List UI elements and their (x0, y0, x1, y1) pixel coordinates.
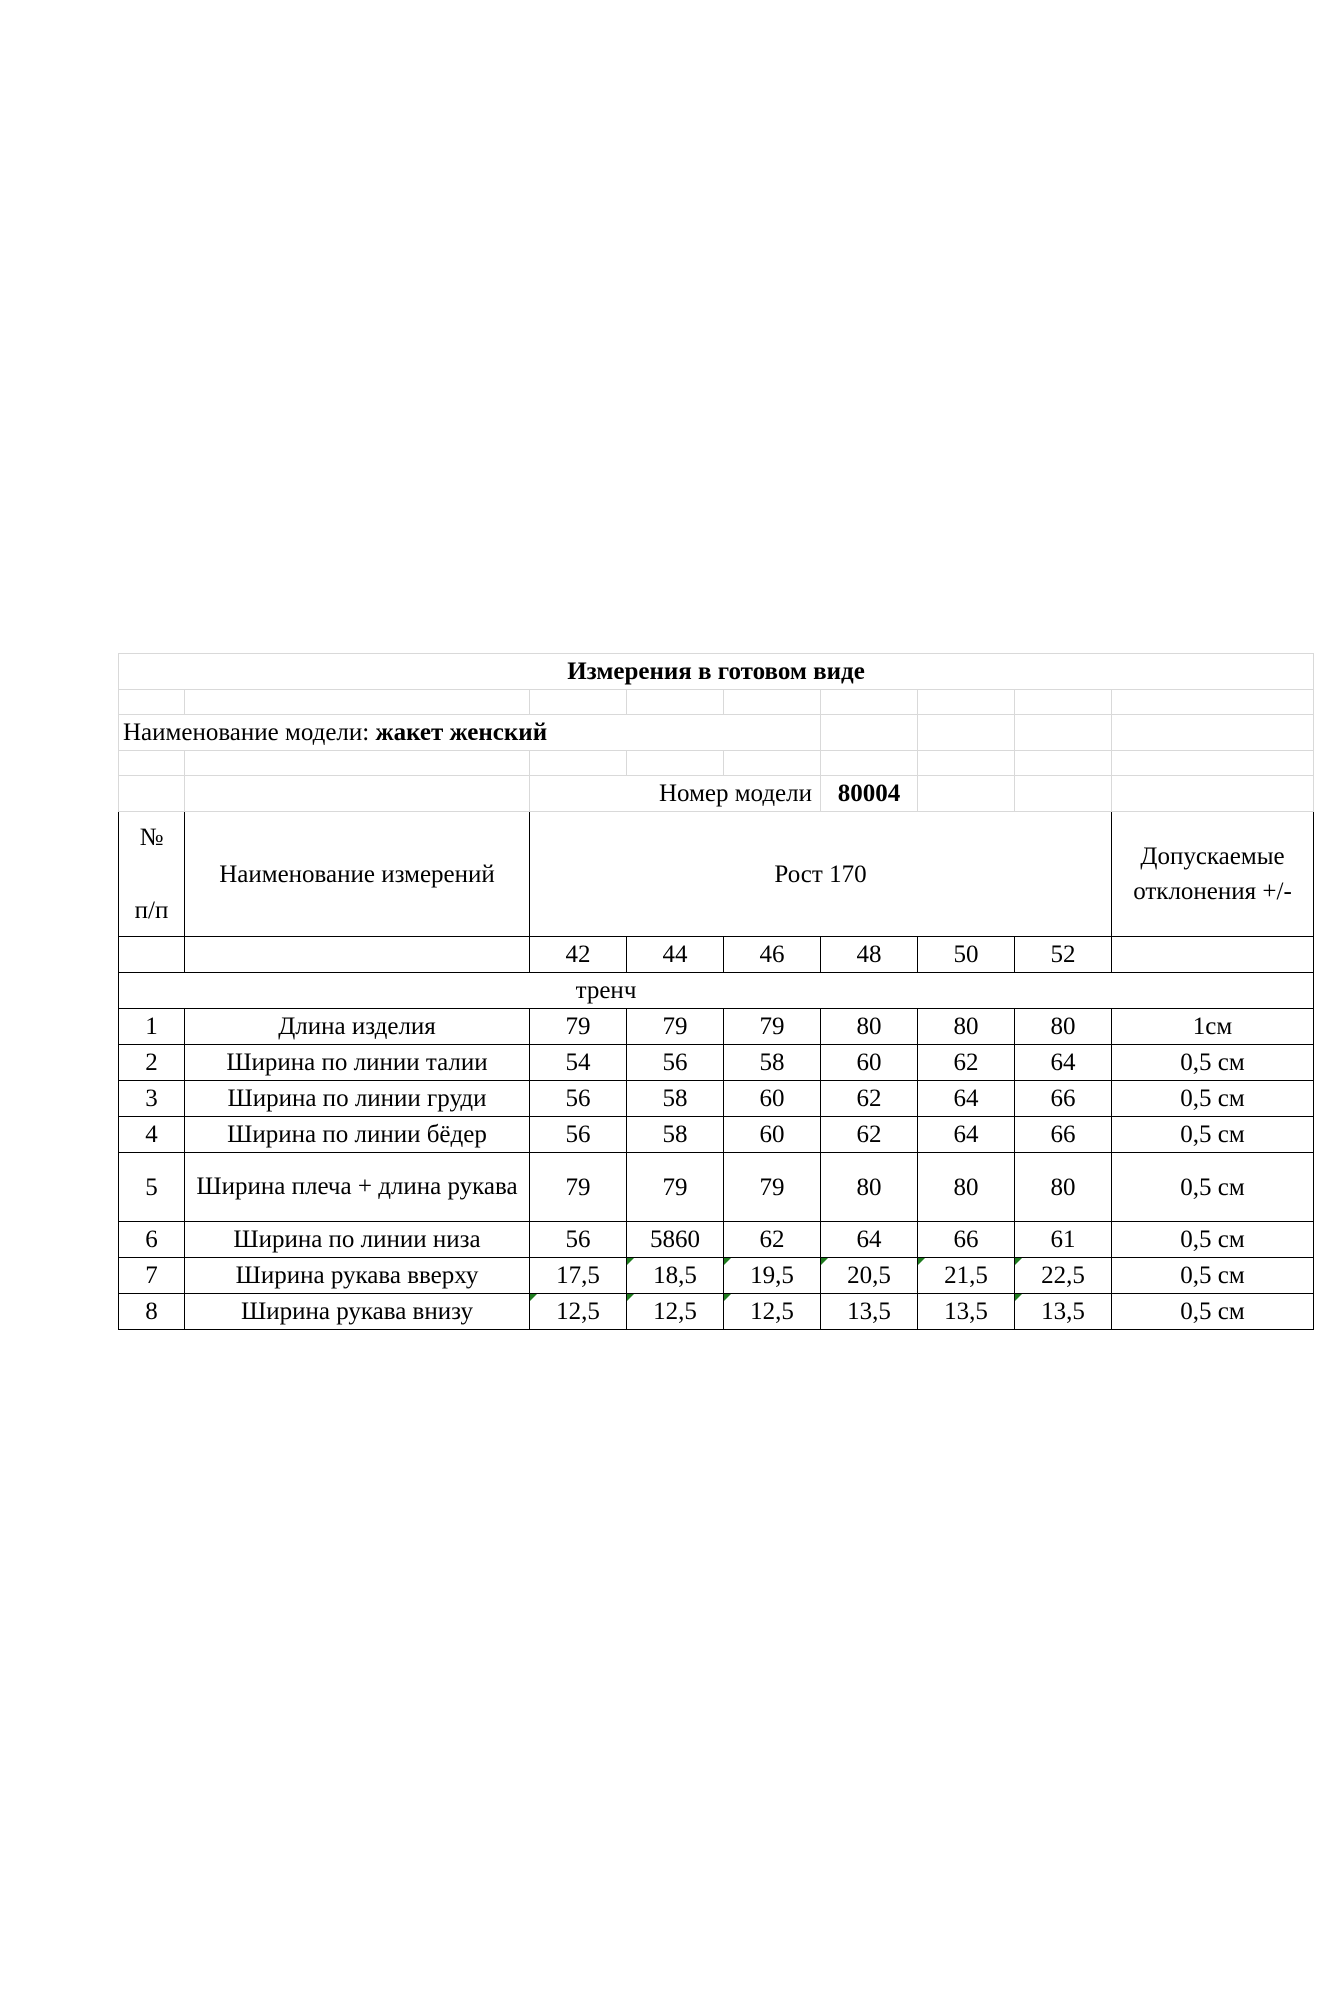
value-cell: 80 (821, 1153, 918, 1222)
section-label: тренч (119, 973, 1314, 1009)
value-cell: 80 (1015, 1009, 1112, 1045)
tolerance-line1: Допускаемые (1140, 843, 1285, 870)
header-row (119, 812, 1314, 937)
value-cell: 64 (1015, 1045, 1112, 1081)
size-cell: 50 (918, 937, 1015, 973)
row-number: 6 (119, 1222, 185, 1258)
value-cell: 58 (724, 1045, 821, 1081)
value-cell: 56 (530, 1081, 627, 1117)
num-symbol: № (139, 824, 164, 851)
value-cell: 56 (530, 1222, 627, 1258)
num-sub: п/п (134, 897, 169, 924)
size-cell: 46 (724, 937, 821, 973)
table-row (119, 1258, 1314, 1294)
table-row (119, 1294, 1314, 1330)
value-cell: 12,5 (627, 1294, 724, 1330)
value-cell: 79 (627, 1009, 724, 1045)
value-cell: 66 (918, 1222, 1015, 1258)
value-cell: 13,5 (1015, 1294, 1112, 1330)
row-number: 7 (119, 1258, 185, 1294)
value-cell: 66 (1015, 1117, 1112, 1153)
value-cell: 80 (1015, 1153, 1112, 1222)
value-cell: 58 (627, 1081, 724, 1117)
value-cell: 54 (530, 1045, 627, 1081)
measurement-name-header: Наименование измерений (185, 812, 530, 937)
row-number: 8 (119, 1294, 185, 1330)
tolerance-cell: 0,5 см (1112, 1258, 1314, 1294)
size-cell: 52 (1015, 937, 1112, 973)
row-number: 3 (119, 1081, 185, 1117)
size-cell: 48 (821, 937, 918, 973)
row-name: Ширина по линии бёдер (185, 1117, 530, 1153)
value-cell: 79 (530, 1153, 627, 1222)
value-cell: 64 (918, 1117, 1015, 1153)
value-cell: 12,5 (724, 1294, 821, 1330)
value-cell: 12,5 (530, 1294, 627, 1330)
tolerance-cell: 0,5 см (1112, 1045, 1314, 1081)
value-cell: 62 (724, 1222, 821, 1258)
size-cell: 44 (627, 937, 724, 973)
table-row (119, 1045, 1314, 1081)
value-cell: 62 (918, 1045, 1015, 1081)
model-number-label: Номер модели (530, 776, 821, 812)
value-cell: 79 (724, 1009, 821, 1045)
model-number-value: 80004 (821, 776, 918, 812)
num-header (119, 812, 185, 937)
section-row (119, 973, 1314, 1009)
value-cell: 21,5 (918, 1258, 1015, 1294)
title-row (119, 654, 1314, 690)
value-cell: 19,5 (724, 1258, 821, 1294)
value-cell: 56 (627, 1045, 724, 1081)
empty-row (119, 751, 1314, 776)
value-cell: 13,5 (918, 1294, 1015, 1330)
tolerance-cell: 0,5 см (1112, 1294, 1314, 1330)
value-cell: 79 (530, 1009, 627, 1045)
table-row (119, 1153, 1314, 1222)
row-name: Ширина рукава внизу (185, 1294, 530, 1330)
tolerance-cell: 0,5 см (1112, 1117, 1314, 1153)
row-name: Ширина по линии низа (185, 1222, 530, 1258)
model-name-row (119, 715, 1314, 751)
value-cell: 62 (821, 1081, 918, 1117)
value-cell: 80 (918, 1009, 1015, 1045)
table-title: Измерения в готовом виде (119, 654, 1314, 690)
row-name: Ширина по линии талии (185, 1045, 530, 1081)
tolerance-cell: 0,5 см (1112, 1081, 1314, 1117)
value-cell: 64 (821, 1222, 918, 1258)
value-cell: 62 (821, 1117, 918, 1153)
size-cell: 42 (530, 937, 627, 973)
value-cell: 5860 (627, 1222, 724, 1258)
table-row (119, 1117, 1314, 1153)
model-number-row (119, 776, 1314, 812)
row-name: Ширина по линии груди (185, 1081, 530, 1117)
measurements-table (118, 653, 1314, 1330)
row-number: 2 (119, 1045, 185, 1081)
model-name-value: жакет женский (375, 719, 548, 746)
tolerance-line2: отклонения +/- (1133, 878, 1292, 905)
height-header: Рост 170 (530, 812, 1112, 937)
value-cell: 80 (918, 1153, 1015, 1222)
value-cell: 60 (724, 1117, 821, 1153)
empty-row (119, 690, 1314, 715)
tolerance-cell: 1см (1112, 1009, 1314, 1045)
value-cell: 58 (627, 1117, 724, 1153)
value-cell: 66 (1015, 1081, 1112, 1117)
value-cell: 56 (530, 1117, 627, 1153)
tolerance-cell: 0,5 см (1112, 1153, 1314, 1222)
row-name: Длина изделия (185, 1009, 530, 1045)
row-number: 4 (119, 1117, 185, 1153)
sizes-row (119, 937, 1314, 973)
value-cell: 60 (821, 1045, 918, 1081)
value-cell: 18,5 (627, 1258, 724, 1294)
value-cell: 79 (627, 1153, 724, 1222)
model-name (119, 715, 821, 751)
row-number: 1 (119, 1009, 185, 1045)
value-cell: 60 (724, 1081, 821, 1117)
row-number: 5 (119, 1153, 185, 1222)
table-row (119, 1222, 1314, 1258)
value-cell: 64 (918, 1081, 1015, 1117)
table-row (119, 1081, 1314, 1117)
value-cell: 61 (1015, 1222, 1112, 1258)
value-cell: 17,5 (530, 1258, 627, 1294)
tolerance-header (1112, 812, 1314, 937)
tolerance-cell: 0,5 см (1112, 1222, 1314, 1258)
value-cell: 20,5 (821, 1258, 918, 1294)
row-name: Ширина рукава вверху (185, 1258, 530, 1294)
model-name-label: Наименование модели: (123, 719, 370, 746)
value-cell: 13,5 (821, 1294, 918, 1330)
value-cell: 79 (724, 1153, 821, 1222)
value-cell: 22,5 (1015, 1258, 1112, 1294)
table-row (119, 1009, 1314, 1045)
value-cell: 80 (821, 1009, 918, 1045)
row-name: Ширина плеча + длина рукава (185, 1153, 530, 1222)
